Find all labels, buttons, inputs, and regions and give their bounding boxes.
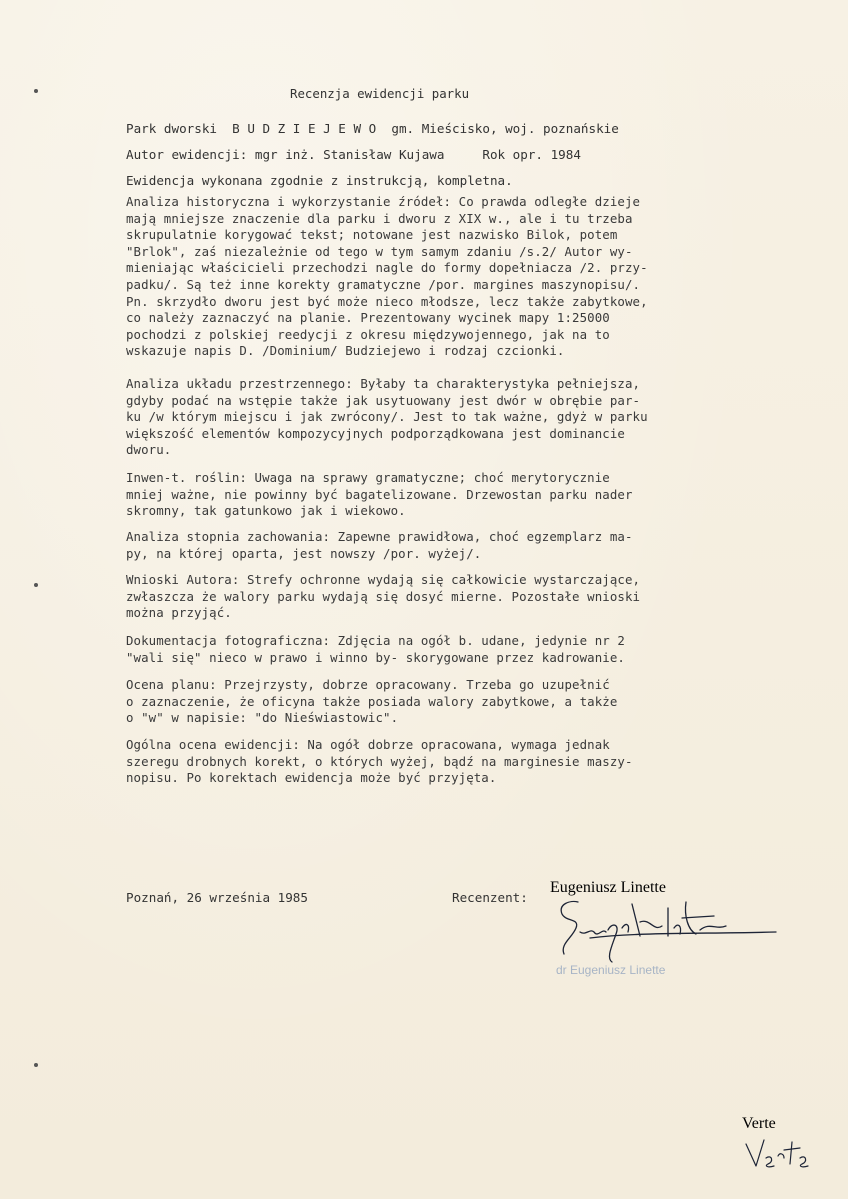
paragraph-plan-assessment: Ocena planu: Przejrzysty, dobrze opracowany. Trzeba go uzupełnić o zaznaczenie, że oficyna także posiada walory zabytkowe, a także o "w" w napisie: "do Nieświastowic". <box>126 677 618 726</box>
paragraph-author-conclusions: Wnioski Autora: Strefy ochronne wydają się całkowicie wystarczające, zwłaszcza że walory parku wydają się dosyć mierne. Pozostałe wnioski można przyjąć. <box>126 572 641 621</box>
verte-handwritten-note <box>742 1115 822 1178</box>
reviewer-signature <box>550 879 790 972</box>
paragraph-spatial-layout: Analiza układu przestrzennego: Byłaby ta charakterystyka pełniejsza, gdyby podać na wstępie także jak usytuowany jest dwór w obrębie par- ku /w którym miejscu i jak zwrócony/. Jest to tak ważne, gdyż w parku większość elementów kompozycyjnych podporządkowana jest dominancie dworu. <box>126 376 648 458</box>
author-line: Autor ewidencji: mgr inż. Stanisław Kujawa Rok opr. 1984 <box>126 147 581 162</box>
park-name-line: Park dworski B U D Z I E J E W O gm. Mieścisko, woj. poznańskie <box>126 121 619 136</box>
place-and-date: Poznań, 26 września 1985 <box>126 890 308 905</box>
paragraph-preservation-state: Analiza stopnia zachowania: Zapewne prawidłowa, choć egzemplarz ma- py, na której oparta, jest nowszy /por. wyżej/. <box>126 529 633 561</box>
document-title: Recenzja ewidencji parku <box>290 86 470 101</box>
reviewer-name-stamp: dr Eugeniusz Linette <box>556 963 666 977</box>
punch-hole-mark <box>34 1063 38 1067</box>
completeness-line: Ewidencja wykonana zgodnie z instrukcją, kompletna. <box>126 173 513 188</box>
paragraph-overall-assessment: Ogólna ocena ewidencji: Na ogół dobrze opracowana, wymaga jednak szeregu drobnych korekt, o których wyżej, bądź na marginesie maszy- nopisu. Po korektach ewidencja może być przyjęta. <box>126 737 633 786</box>
punch-hole-mark <box>34 89 38 93</box>
punch-hole-mark <box>34 583 38 587</box>
paragraph-historical-analysis: Analiza historyczna i wykorzystanie źródeł: Co prawda odległe dzieje mają mniejsze znaczenie dla parku i dworu z XIX w., ale i tu trzeba skrupulatnie korygować tekst; notowane jest nazwisko Bilok, potem "Brlok", zaś niezależnie od tego w tym samym zdaniu /s.2/ Autor wy- mieniając właścicieli przechodzi nagle do formy dopełniacza /2. przy- padku/. Są też inne korekty gramatyczne /por. margines maszynopisu/. Pn. skrzydło dworu jest być może nieco młodsze, lecz także zabytkowe, co należy zaznaczyć na planie. Prezentowany wycinek mapy 1:25000 pochodzi z polskiej reedycji z okresu międzywojennego, jak na to wskazuje napis D. /Dominium/ Budziejewo i rodzaj czcionki. <box>126 194 648 359</box>
paragraph-photo-documentation: Dokumentacja fotograficzna: Zdjęcia na ogół b. udane, jedynie nr 2 "wali się" nieco w prawo i winno by- skorygowane przez kadrowanie. <box>126 633 625 665</box>
signature-text: Eugeniusz Linette <box>550 879 666 896</box>
reviewer-label: Recenzent: <box>452 890 528 905</box>
paragraph-plant-inventory: Inwen-t. roślin: Uwaga na sprawy gramatyczne; choć merytorycznie mniej ważne, nie powinny być bagatelizowane. Drzewostan parku nader skromny, tak gatunkowo jak i wiekowo. <box>126 470 633 519</box>
verte-text: Verte <box>742 1115 776 1132</box>
